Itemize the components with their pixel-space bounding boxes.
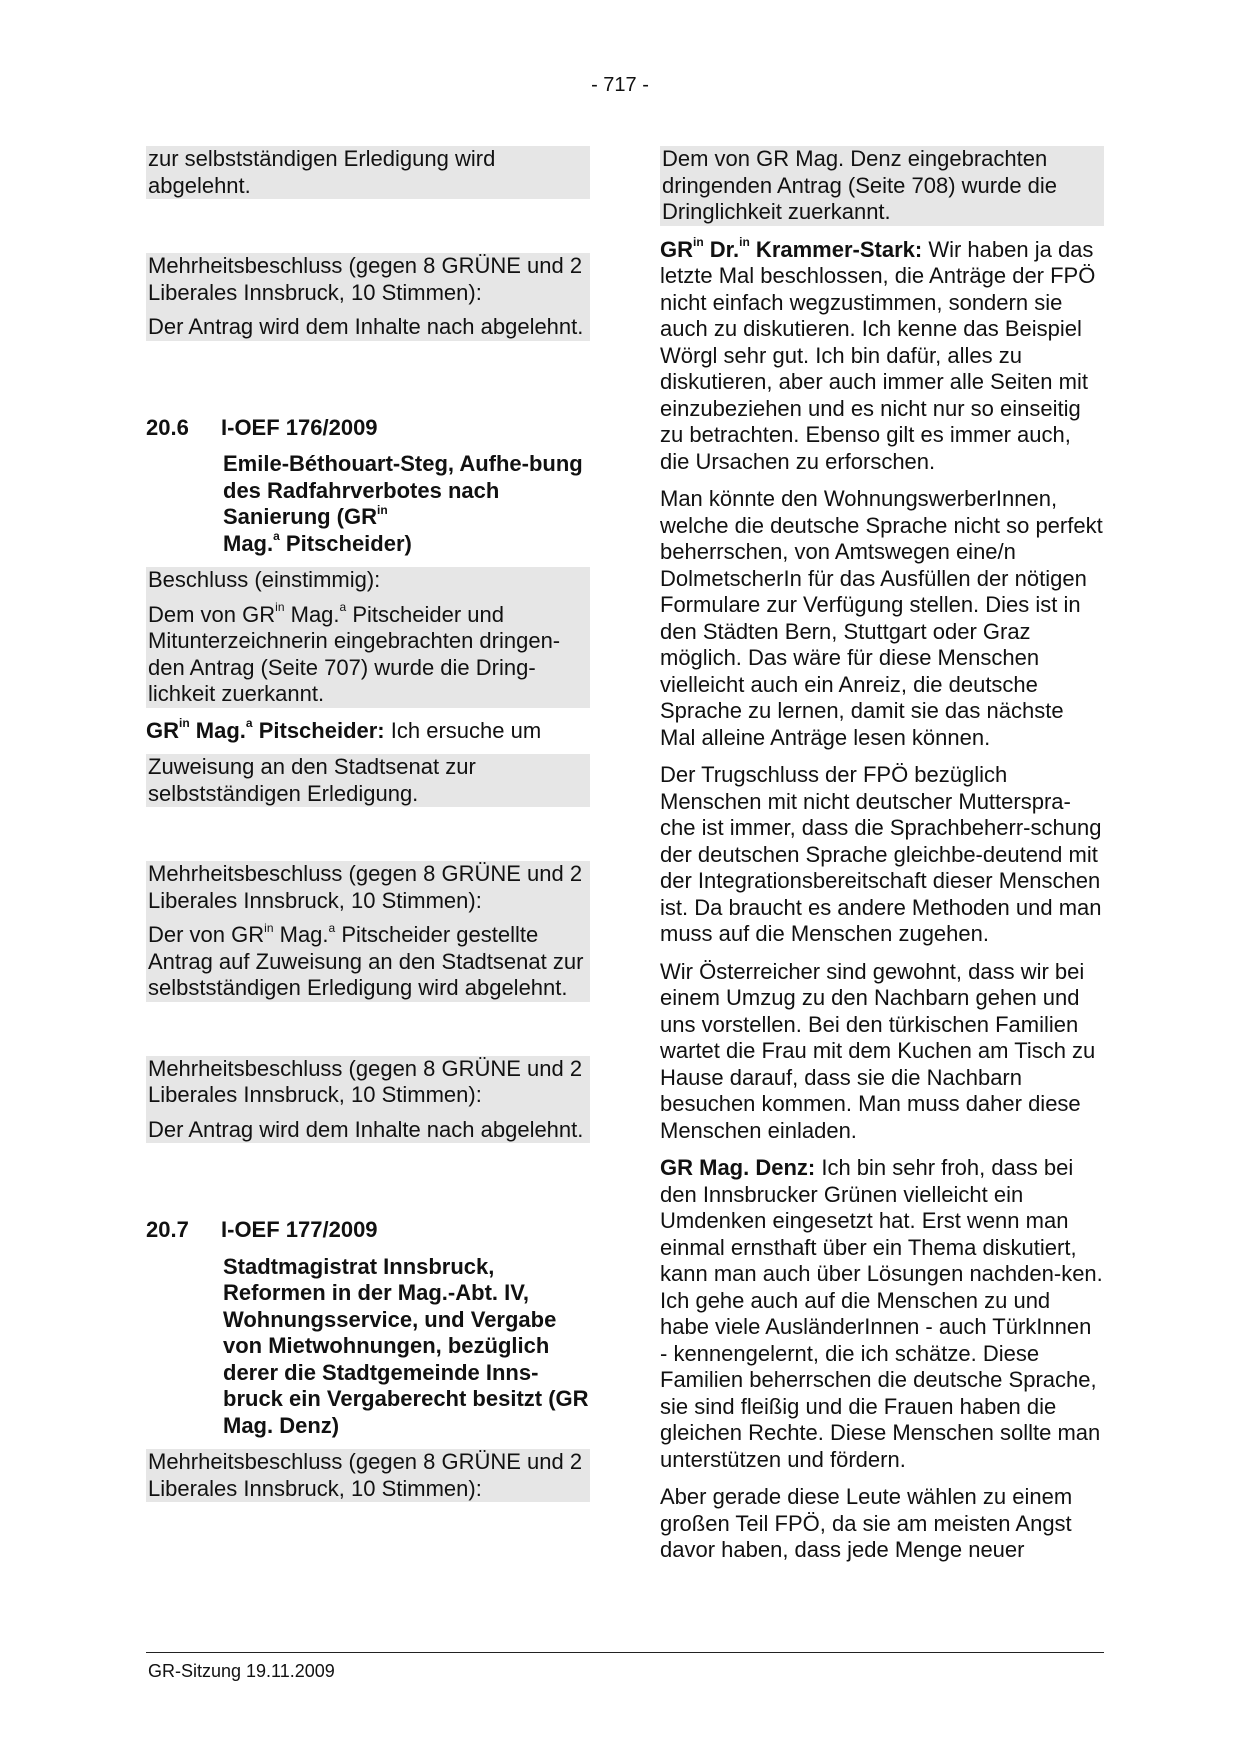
paragraph: Der Trugschluss der FPÖ bezüglich Menschen mit nicht deutscher Mutterspra-che ist immer, dass die Sprachbeherr-schung der deutschen Sprache gleichbe-deutend mit der Integrationsbereitschaft dieser Menschen ist. Da braucht es andere Methoden und man muss auf die Menschen zugehen.	[660, 762, 1102, 946]
agenda-item-code: I-OEF 177/2009	[221, 1217, 378, 1242]
vote-heading: Mehrheitsbeschluss (gegen 8 GRÜNE und 2 Liberales Innsbruck, 10 Stimmen):	[148, 861, 583, 913]
urgency-text: Dem von GR Mag. Denz eingebrachten dringenden Antrag (Seite 708) wurde die Dringlichkeit zuerkannt.	[660, 146, 1104, 226]
request-text: Zuweisung an den Stadtsenat zur selbstständigen Erledigung.	[146, 754, 590, 807]
paragraph: Wir Österreicher sind gewohnt, dass wir bei einem Umzug zu den Nachbarn gehen und uns vorstellen. Bei den türkischen Familien wartet die Frau mit dem Kuchen am Tisch zu Hause darauf, dass sie die Nachbarn besuchen kommen. Man muss daher diese Menschen einladen.	[660, 958, 1096, 1143]
result-text: zur selbstständigen Erledigung wird abgelehnt.	[146, 146, 590, 199]
footer: GR-Sitzung 19.11.2009	[148, 1661, 335, 1681]
paragraph: Man könnte den WohnungswerberInnen, welche die deutsche Sprache nicht so perfekt beherrschen, von Amtswegen eine/n DolmetscherIn für das Ausfüllen der nötigen Formulare zur Verfügung stellen. Dies ist in den Städten Bern, Stuttgart oder Graz möglich. Das wäre für diese Menschen vielleicht auch ein Anreiz, die deutsche Sprache zu lernen, damit sie das nächste Mal alleine Anträge lesen können.	[660, 486, 1103, 750]
page-number: - 717 -	[591, 74, 649, 96]
vote-block	[146, 253, 590, 341]
vote-text: Der Antrag wird dem Inhalte nach abgelehnt.	[148, 1116, 584, 1142]
decision-text: Dem von $GR^{in}$ Mag.$^a$ Pitscheider und Mitunterzeichnerin eingebrachten dringen-den Antrag (Seite 707) wurde die Dring-lichkeit zuerkannt.	[148, 600, 561, 706]
agenda-item-number: 20.7	[146, 1217, 189, 1242]
vote-heading: Mehrheitsbeschluss (gegen 8 GRÜNE und 2 Liberales Innsbruck, 10 Stimmen):	[148, 1055, 583, 1107]
speaker-statement: GR Mag. Denz: Ich bin sehr froh, dass bei den Innsbrucker Grünen vielleicht ein Umdenken eingesetzt hat. Erst wenn man einmal ernsthaft über ein Thema diskutiert, kann man auch über Lösungen nachden-ken. Ich gehe auch auf die Menschen zu und habe viele AusländerInnen - auch TürkInnen - kennengelernt, die ich schätze. Diese Familien beherrschen die deutsche Sprache, sie sind fleißig und die Frauen haben die gleichen Rechte. Diese Menschen sollte man unterstützen und fördern.	[660, 1155, 1103, 1472]
vote-heading: Mehrheitsbeschluss (gegen 8 GRÜNE und 2 Liberales Innsbruck, 10 Stimmen):	[146, 1449, 590, 1502]
footer-divider	[146, 1652, 1104, 1653]
speaker-statement: $GR^{in}$ Mag.$^a$ Pitscheider: Ich ersuche um	[146, 716, 542, 743]
agenda-item-code: I-OEF 176/2009	[221, 414, 378, 440]
agenda-item-title: Stadtmagistrat Innsbruck, Reformen in der Mag.-Abt. IV, Wohnungsservice, und Vergabe von Mietwohnungen, bezüglich derer die Stadtgemeinde Inns-bruck ein Vergaberecht besitzt (GR Mag. Denz)	[223, 1253, 589, 1438]
decision-heading: Beschluss (einstimmig):	[148, 567, 381, 592]
left-column	[146, 146, 590, 1512]
vote-text: Der von $GR^{in}$ Mag.$^a$ Pitscheider gestellte Antrag auf Zuweisung an den Stadtsenat zur selbstständigen Erledigung wird abgelehnt.	[148, 920, 584, 1000]
vote-text: Der Antrag wird dem Inhalte nach abgelehnt.	[148, 314, 584, 339]
decision-block	[146, 567, 590, 708]
agenda-item-heading	[146, 1217, 590, 1244]
agenda-item-title: Emile-Béthouart-Steg, Aufhe-bung des Radfahrverbotes nach Sanierung ($GR^{in}$ Mag.$^a$ Pitscheider)	[223, 451, 583, 556]
vote-block	[146, 861, 590, 1002]
agenda-item-number: 20.6	[146, 414, 189, 440]
agenda-item-heading	[146, 415, 590, 442]
vote-heading: Mehrheitsbeschluss (gegen 8 GRÜNE und 2 Liberales Innsbruck, 10 Stimmen):	[148, 253, 583, 305]
vote-block	[146, 1056, 590, 1144]
speaker-statement: $GR^{in}$ Dr.$^{in}$ Krammer-Stark: Wir haben ja das letzte Mal beschlossen, die Anträge der FPÖ nicht einfach wegzustimmen, sondern sie auch zu diskutieren. Ich kenne das Beispiel Wörgl sehr gut. Ich bin dafür, alles zu diskutieren, aber auch immer alle Seiten mit einzubeziehen und es nicht nur so einseitig zu betrachten. Ebenso gilt es immer auch, die Ursachen zu erforschen.	[660, 235, 1096, 474]
paragraph: Aber gerade diese Leute wählen zu einem großen Teil FPÖ, da sie am meisten Angst davor haben, dass jede Menge neuer	[660, 1484, 1073, 1562]
right-column	[660, 146, 1104, 1575]
